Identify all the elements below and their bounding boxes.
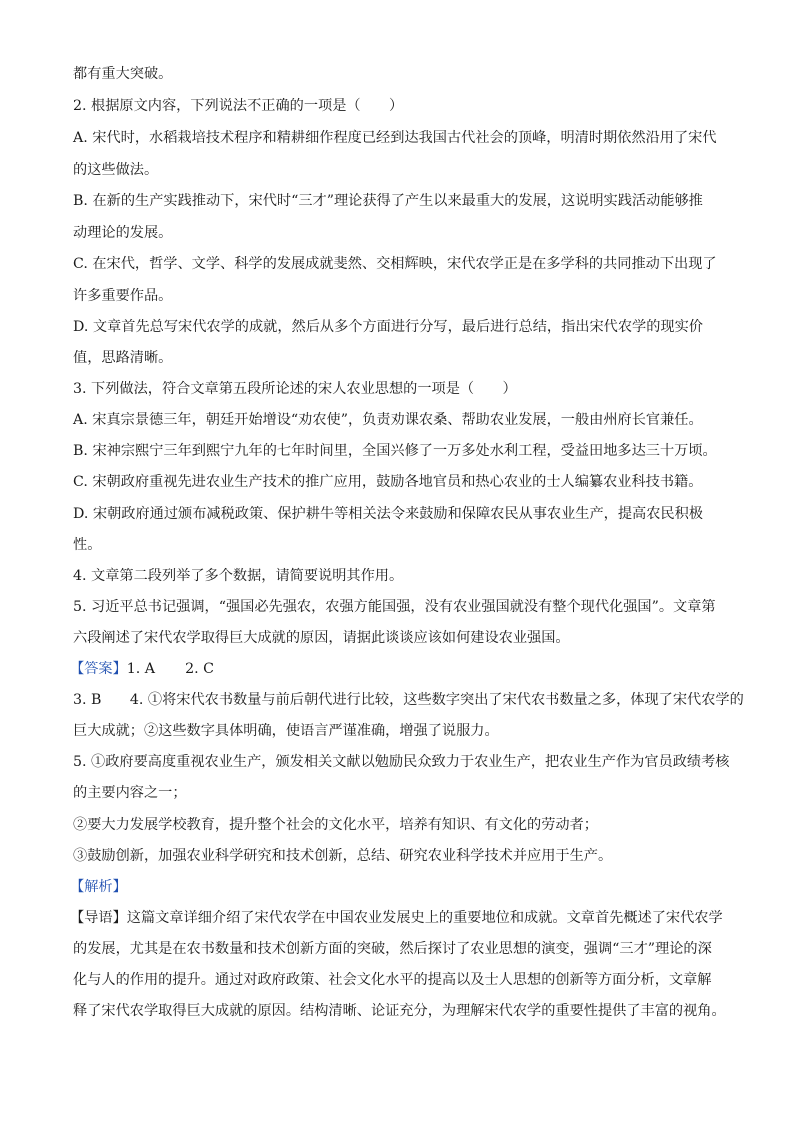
guide-line: 化与人的作用的提升。通过对政府政策、社会文化水平的提高以及士人思想的创新等方面分析，文章解: [73, 972, 712, 988]
answer-line: 巨大成就；②这些数字具体明确，使语言严谨准确，增强了说服力。: [73, 723, 499, 739]
question-5: 5. 习近平总书记强调，“强国必先强农，农强方能国强，没有农业强国就没有整个现代化强国”。文章第: [73, 599, 716, 615]
answer-line: 3. B 4. ①将宋代农书数量与前后朝代进行比较，这些数字突出了宋代农书数量之多，体现了宋代农学的: [73, 692, 744, 708]
answer-line: 的主要内容之一；: [73, 785, 187, 801]
option-2d-cont: 值，思路清晰。: [73, 350, 173, 366]
answer-2: 2. C: [185, 661, 214, 677]
option-2c: C. 在宋代，哲学、文学、科学的发展成就斐然、交相辉映，宋代农学正是在多学科的共同推动下出现了: [73, 256, 717, 272]
guide-line: 【导语】这篇文章详细介绍了宋代农学在中国农业发展史上的重要地位和成就。文章首先概述了宋代农学: [70, 910, 723, 926]
answer-1: 1. A: [126, 661, 156, 677]
answer-line: 5. ①政府要高度重视农业生产，颁发相关文献以勉励民众致力于农业生产，把农业生产作为官员政绩考核: [73, 754, 730, 770]
answer-label: 【答案】: [70, 661, 127, 677]
answer-line: ②要大力发展学校教育，提升整个社会的文化水平，培养有知识、有文化的劳动者；: [73, 817, 598, 833]
option-2b-cont: 动理论的发展。: [73, 225, 173, 241]
answer-row: [70, 659, 214, 679]
option-3d: D. 宋朝政府通过颁布减税政策、保护耕牛等相关法令来鼓励和保障农民从事农业生产，提高农民积极: [73, 506, 703, 522]
question-4: 4. 文章第二段列举了多个数据，请简要说明其作用。: [73, 568, 404, 584]
answer-line: ③鼓励创新，加强农业科学研究和技术创新，总结、研究农业科学技术并应用于生产。: [73, 848, 613, 864]
analysis-label: 【解析】: [70, 879, 127, 895]
option-2a: A. 宋代时，水稻栽培技术程序和精耕细作程度已经到达我国古代社会的顶峰，明清时期依然沿用了宋代: [73, 130, 717, 146]
option-2c-cont: 许多重要作品。: [73, 288, 173, 304]
option-3a: A. 宋真宗景德三年，朝廷开始增设“劝农使”，负责劝课农桑、帮助农业发展，一般由州府长官兼任。: [73, 412, 703, 428]
option-3d-cont: 性。: [73, 537, 102, 553]
question-5-cont: 六段阐述了宋代农学取得巨大成就的原因，请据此谈谈应该如何建设农业强国。: [73, 630, 570, 646]
guide-line: 的发展，尤其是在农书数量和技术创新方面的突破，然后探讨了农业思想的演变，强调“三才”理论的深: [73, 941, 712, 957]
option-2b: B. 在新的生产实践推动下，宋代时“三才”理论获得了产生以来最重大的发展，这说明实践活动能够推: [73, 193, 703, 209]
option-2d: D. 文章首先总写宋代农学的成就，然后从多个方面进行分写，最后进行总结，指出宋代农学的现实价: [73, 319, 703, 335]
guide-line: 释了宋代农学取得巨大成就的原因。结构清晰、论证充分，为理解宋代农学的重要性提供了丰富的视角。: [73, 1003, 726, 1019]
question-3: 3. 下列做法，符合文章第五段所论述的宋人农业思想的一项是（ ）: [73, 381, 517, 397]
text-line: 都有重大突破。: [73, 66, 173, 82]
question-2: 2. 根据原文内容，下列说法不正确的一项是（ ）: [73, 98, 404, 114]
option-3c: C. 宋朝政府重视先进农业生产技术的推广应用，鼓励各地官员和热心农业的士人编纂农业科技书籍。: [73, 474, 703, 490]
option-3b: B. 宋神宗熙宁三年到熙宁九年的七年时间里，全国兴修了一万多处水利工程，受益田地多达三十万顷。: [73, 443, 717, 459]
option-2a-cont: 的这些做法。: [73, 162, 159, 178]
